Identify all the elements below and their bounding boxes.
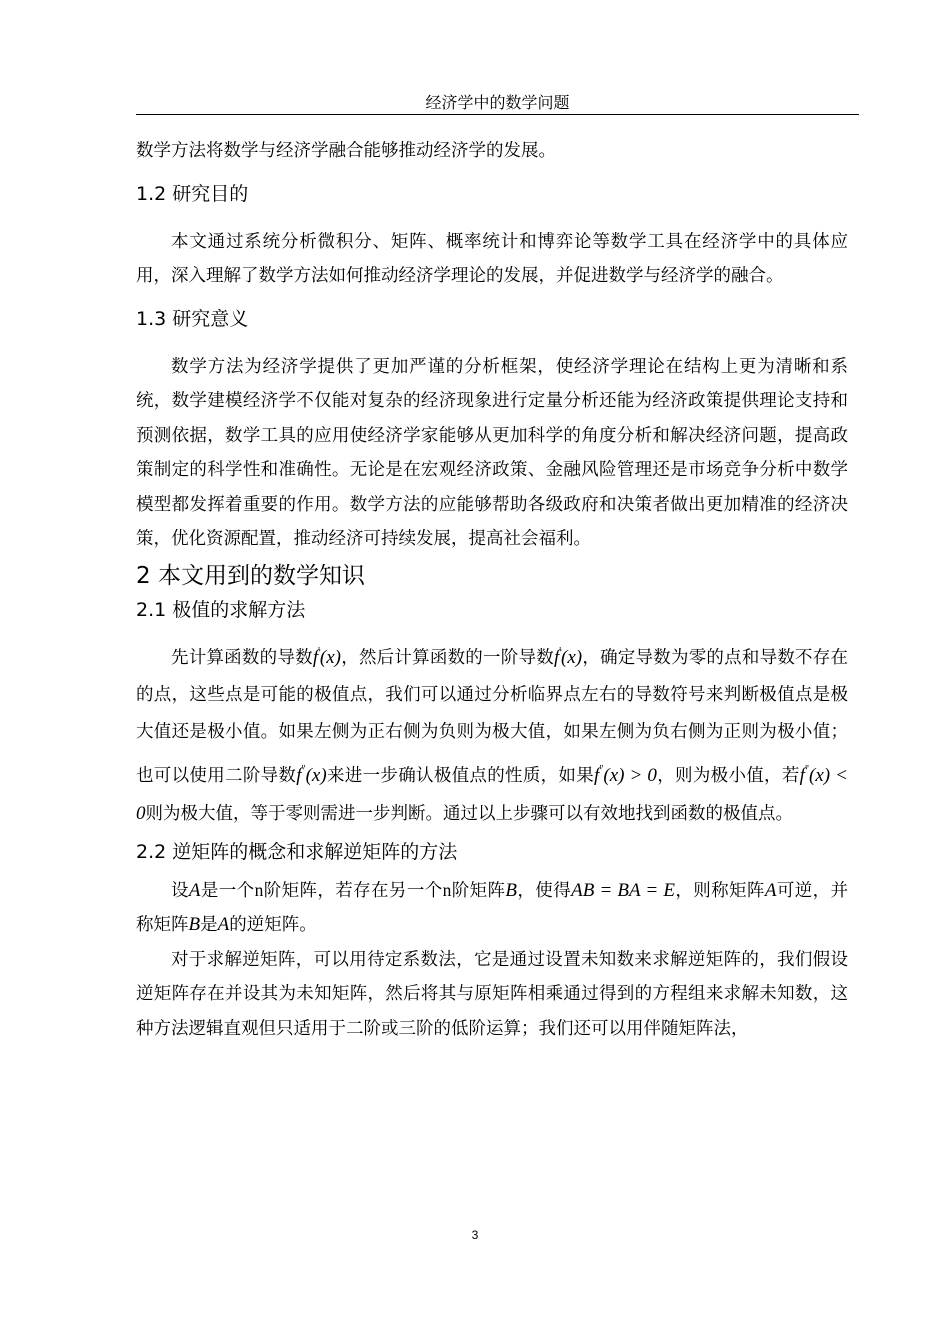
paragraph-intro: 数学方法将数学与经济学融合能够推动经济学的发展。 bbox=[136, 141, 556, 161]
math-inverse-definition: AB = BA = E bbox=[571, 879, 675, 901]
heading-1-3: 1.3 研究意义 bbox=[136, 307, 249, 330]
heading-2: 2 本文用到的数学知识 bbox=[136, 562, 365, 589]
math-condition-positive: f"(x) > 0 bbox=[594, 763, 657, 786]
running-header: 经济学中的数学问题 bbox=[425, 93, 570, 112]
paragraph-1-3: 数学方法为经济学提供了更加严谨的分析框架，使经济学理论在结构上更为清晰和系统，数学建模经济学不仅能对复杂的经济现象进行定量分析还能为经济政策提供理论支持和预测依据，数学工具的应用使经济学家能够从更加科学的角度分析和解决经济问题，提高政策制定的科学性和准确性。无论是在宏观经济政策、金融风险管理还是市场竞争分析中数学模型都发挥着重要的作用。数学方法的应能够帮助各级政府和决策者做出更加精准的经济决策，优化资源配置，推动经济可持续发展，提高社会福利。 bbox=[136, 356, 848, 549]
body-text bbox=[136, 134, 848, 1046]
math-first-derivative: f'(x) bbox=[553, 645, 583, 668]
math-condition-negative: f"(x) < 0 bbox=[136, 763, 849, 824]
paragraph-2-1: 先计算函数的导数f'(x)，然后计算函数的一阶导数f'(x)，确定导数为零的点和导数不存在的点，这些点是可能的极值点，我们可以通过分析临界点左右的导数符号来判断极值点是极大值还是极小值。如果左侧为正右侧为负则为极大值，如果左侧为负右侧为正则为极小值；也可以使用二阶导数f"(x)来进一步确认极值点的性质，如果f"(x) > 0，则为极小值，若f"(x) < 0则为极大值，等于零则需进一步判断。通过以上步骤可以有效地找到函数的极值点。 bbox=[136, 645, 849, 824]
math-second-derivative: f"(x) bbox=[296, 763, 327, 786]
heading-1-2: 1.2 研究目的 bbox=[136, 182, 249, 205]
paragraph-1-2: 本文通过系统分析微积分、矩阵、概率统计和博弈论等数学工具在经济学中的具体应用，深入理解了数学方法如何推动经济学理论的发展，并促进数学与经济学的融合。 bbox=[136, 231, 848, 286]
header-rule bbox=[136, 114, 859, 115]
heading-2-1: 2.1 极值的求解方法 bbox=[136, 598, 306, 621]
paragraph-2-2b: 对于求解逆矩阵，可以用待定系数法，它是通过设置未知数来求解逆矩阵的，我们假设逆矩阵存在并设其为未知矩阵，然后将其与原矩阵相乘通过得到的方程组来求解未知数，这种方法逻辑直观但只适用于二阶或三阶的低阶运算；我们还可以用伴随矩阵法， bbox=[136, 949, 848, 1039]
page-number: 3 bbox=[471, 1228, 479, 1242]
paragraph-2-2a: 设A是一个n阶矩阵，若存在另一个n阶矩阵B，使得AB = BA = E，则称矩阵A可逆，并称矩阵B是A的逆矩阵。 bbox=[136, 879, 848, 935]
heading-2-2: 2.2 逆矩阵的概念和求解逆矩阵的方法 bbox=[136, 840, 458, 863]
math-derivative: f'(x) bbox=[312, 645, 341, 668]
